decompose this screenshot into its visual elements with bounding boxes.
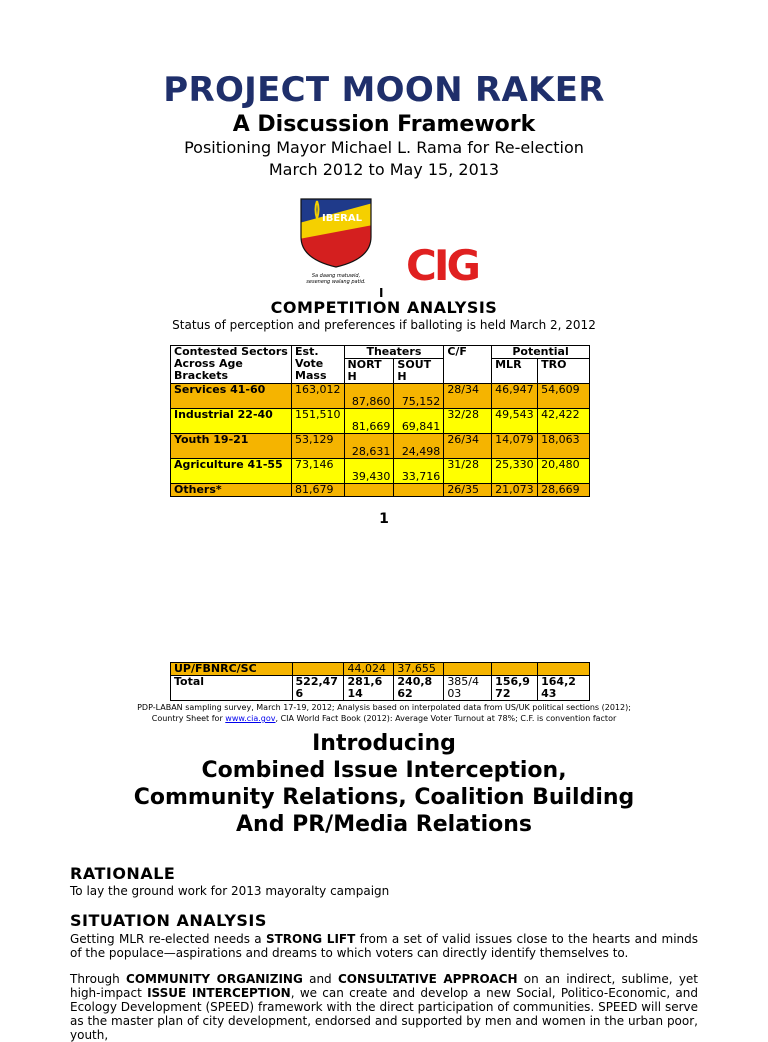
row-mlr: 49,543	[492, 409, 538, 434]
table-footnote	[0, 702, 768, 724]
subtitle-line-2: March 2012 to May 15, 2013	[268, 160, 500, 179]
row-sector: Youth 19-21	[171, 434, 292, 459]
p2-text-e: on an indirect, sublime, yet high-impact	[70, 972, 699, 1000]
row-cf: 26/34	[444, 434, 492, 459]
p1-text-a: Getting MLR re-elected needs a	[70, 932, 266, 946]
row-north: 39,430	[344, 459, 394, 484]
row-north: 81,669	[344, 409, 394, 434]
header-est-vote-mass: Est. Vote Mass	[292, 346, 345, 384]
cia-link[interactable]: www.cia.gov	[225, 714, 276, 723]
competition-analysis-heading: COMPETITION ANALYSIS	[270, 298, 498, 317]
row-mlr: 14,079	[492, 434, 538, 459]
p2-community-organizing: COMMUNITY ORGANIZING	[126, 972, 303, 986]
footnote-line-1: PDP-LABAN sampling survey, March 17-19, 2012; Analysis based on interpolated data from US/UK political sections (2012);	[137, 703, 631, 712]
competition-table-continued	[170, 662, 590, 701]
p1-text-c: from a set of valid issues close to the hearts and minds of the populace—aspirations and dreams to which voters can directly identify themselves to.	[70, 932, 699, 960]
intro-heading-line-1: Introducing	[312, 731, 456, 756]
total-mlr: 156,9 72	[492, 676, 538, 701]
p2-issue-interception: ISSUE INTERCEPTION	[147, 986, 291, 1000]
row-south	[394, 484, 444, 497]
header-north: NORT H	[344, 359, 394, 384]
p2-text-c: and	[302, 972, 338, 986]
row-mass: 53,129	[292, 434, 345, 459]
rationale-text: To lay the ground work for 2013 mayoralty campaign	[70, 884, 390, 898]
table-row	[171, 434, 590, 459]
row-north: 28,631	[344, 434, 394, 459]
intro-heading-line-2: Combined Issue Interception,	[201, 758, 567, 783]
footnote-line-2	[0, 713, 768, 724]
total-cf: 385/4 03	[444, 676, 492, 701]
liberal-tagline-2: seseneng walang patid.	[306, 279, 366, 285]
total-tro: 164,2 43	[538, 676, 590, 701]
row-north: 44,024	[344, 663, 394, 676]
row-south: 75,152	[394, 384, 444, 409]
row-south: 37,655	[394, 663, 444, 676]
liberal-tagline-1: Sa daang matuwid,	[311, 273, 361, 279]
row-tro: 42,422	[538, 409, 590, 434]
table-row	[171, 384, 590, 409]
row-south: 33,716	[394, 459, 444, 484]
p2-consultative-approach: CONSULTATIVE APPROACH	[337, 972, 518, 986]
row-cf: 31/28	[444, 459, 492, 484]
intro-heading-line-4: And PR/Media Relations	[236, 812, 532, 837]
header-potential: Potential	[492, 346, 590, 359]
header-cf: C/F	[444, 346, 492, 384]
row-mlr	[492, 663, 538, 676]
row-tro: 54,609	[538, 384, 590, 409]
row-mass: 81,679	[292, 484, 345, 497]
row-tro: 20,480	[538, 459, 590, 484]
rationale-heading: RATIONALE	[70, 864, 176, 883]
p2-text-g: , we can create and develop a new Social, Politico-Economic, and Ecology Development (SPEED) framework with the direct participation of communities. SPEED will serve as the master plan of city development, endorsed and supported by men and women in the urban poor, youth,	[70, 986, 698, 1042]
row-mass: 73,146	[292, 459, 345, 484]
row-cf: 26/35	[444, 484, 492, 497]
row-tro: 28,669	[538, 484, 590, 497]
table-row	[171, 459, 590, 484]
p2-text-a: Through	[70, 972, 127, 986]
row-south: 69,841	[394, 409, 444, 434]
row-mass	[292, 663, 344, 676]
row-cf: 32/28	[444, 409, 492, 434]
header-contested-sectors: Contested Sectors Across Age Brackets	[171, 346, 292, 384]
document-title: PROJECT MOON RAKER	[163, 70, 605, 110]
footnote-line-2-pre: Country Sheet for	[151, 714, 226, 723]
row-sector: UP/FBNRC/SC	[171, 663, 293, 676]
total-south: 240,8 62	[394, 676, 444, 701]
table-header-row	[171, 346, 590, 359]
cig-logo-text: CIG	[406, 242, 478, 284]
row-sector: Agriculture 41-55	[171, 459, 292, 484]
cig-logo	[406, 242, 480, 284]
subtitle-line-1: Positioning Mayor Michael L. Rama for Re-election	[184, 138, 584, 157]
row-mlr: 46,947	[492, 384, 538, 409]
row-mlr: 25,330	[492, 459, 538, 484]
liberal-logo-text: IBERAL	[322, 213, 362, 224]
row-cf: 28/34	[444, 384, 492, 409]
row-sector: Services 41-60	[171, 384, 292, 409]
stray-mark: I	[379, 286, 384, 300]
row-sector: Others*	[171, 484, 292, 497]
row-mlr: 21,073	[492, 484, 538, 497]
table-total-row	[171, 676, 590, 701]
total-label: Total	[171, 676, 293, 701]
header-theaters: Theaters	[344, 346, 444, 359]
header-mlr: MLR	[492, 359, 538, 384]
footnote-line-2-post: , CIA World Fact Book (2012): Average Voter Turnout at 78%; C.F. is convention factor	[275, 714, 617, 723]
liberal-party-logo	[299, 197, 373, 287]
row-north: 87,860	[344, 384, 394, 409]
document-subtitle: A Discussion Framework	[232, 112, 536, 137]
situation-paragraph-2	[70, 972, 698, 1042]
row-tro	[538, 663, 590, 676]
row-sector: Industrial 22-40	[171, 409, 292, 434]
total-mass: 522,47 6	[292, 676, 344, 701]
competition-table	[170, 345, 590, 497]
situation-analysis-heading: SITUATION ANALYSIS	[70, 911, 267, 930]
competition-analysis-subtitle: Status of perception and preferences if balloting is held March 2, 2012	[172, 318, 596, 332]
header-tro: TRO	[538, 359, 590, 384]
table-row	[171, 484, 590, 497]
row-north	[344, 484, 394, 497]
situation-paragraph-1	[70, 932, 698, 960]
header-south: SOUT H	[394, 359, 444, 384]
table-row	[171, 409, 590, 434]
page-number: 1	[379, 511, 389, 527]
total-north: 281,6 14	[344, 676, 394, 701]
row-mass: 163,012	[292, 384, 345, 409]
intro-heading-line-3: Community Relations, Coalition Building	[133, 785, 635, 810]
row-cf	[444, 663, 492, 676]
p1-strong-lift: STRONG LIFT	[265, 932, 356, 946]
row-mass: 151,510	[292, 409, 345, 434]
row-south: 24,498	[394, 434, 444, 459]
table-row	[171, 663, 590, 676]
row-tro: 18,063	[538, 434, 590, 459]
